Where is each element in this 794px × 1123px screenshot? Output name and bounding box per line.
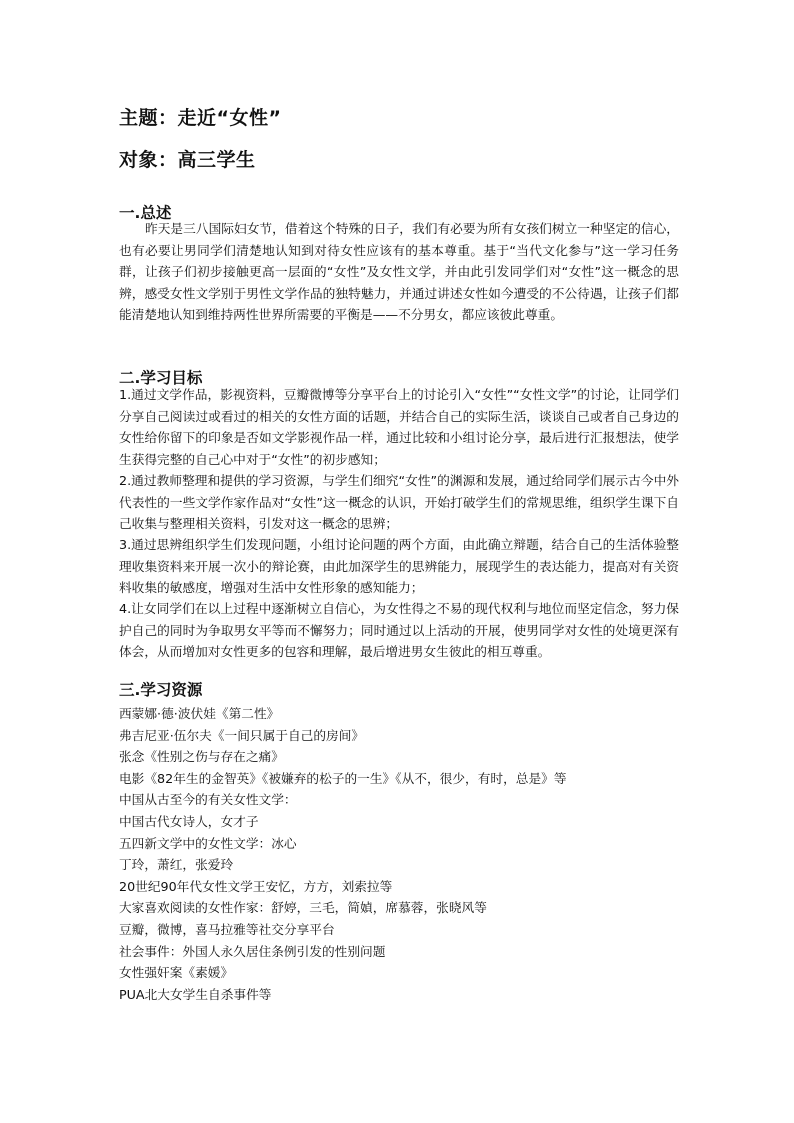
goal-item-4: 4.让女同学们在以上过程中逐渐树立自信心，为女性得之不易的现代权利与地位而坚定信念，努力保护自己的同时为争取男女平等而不懈努力；同时通过以上活动的开展，使男同学对女性的处境更深有体会，从而增加对女性更多的包容和理解，最后增进男女生彼此的相互尊重。 bbox=[119, 601, 679, 659]
resource-item: 丁玲，萧红，张爱玲 bbox=[119, 857, 234, 873]
goal-item-2: 2.通过教师整理和提供的学习资源，与学生们细究“女性”的渊源和发展，通过给同学们展示古今中外代表性的一些文学作家作品对“女性”这一概念的认识，开始打破学生们的常规思维，组织学生课下自己收集与整理相关资料，引发对这一概念的思辨； bbox=[119, 473, 679, 531]
document-theme-title: 主题：走近“女性” bbox=[119, 107, 282, 129]
document-audience-title: 对象：高三学生 bbox=[119, 149, 256, 171]
resource-item: 张念《性别之伤与存在之痛》 bbox=[119, 749, 284, 765]
resource-item: 女性强奸案《素媛》 bbox=[119, 965, 234, 981]
goals-heading: 二.学习目标 bbox=[119, 369, 203, 387]
resource-item: 中国古代女诗人，女才子 bbox=[119, 813, 259, 829]
resource-item: PUA北大女学生自杀事件等 bbox=[119, 986, 272, 1002]
goal-item-3: 3.通过思辨组织学生们发现问题，小组讨论问题的两个方面，由此确立辩题，结合自己的生活体验整理收集资料来开展一次小的辩论赛，由此加深学生的思辨能力，展现学生的表达能力，提高对有关资料收集的敏感度，增强对生活中女性形象的感知能力； bbox=[119, 537, 679, 595]
resources-list bbox=[119, 703, 679, 1005]
resource-item: 电影《82年生的金智英》《被嫌弃的松子的一生》《从不，很少，有时，总是》等 bbox=[119, 770, 567, 786]
resource-item: 大家喜欢阅读的女性作家：舒婷，三毛，简媜，席慕蓉，张晓风等 bbox=[119, 900, 487, 916]
overview-paragraph: 昨天是三八国际妇女节，借着这个特殊的日子，我们有必要为所有女孩们树立一种坚定的信心，也有必要让男同学们清楚地认知到对待女性应该有的基本尊重。基于“当代文化参与”这一学习任务群，让孩子们初步接触更高一层面的“女性”及女性文学，并由此引发同学们对“女性”这一概念的思辨，感受女性文学别于男性文学作品的独特魅力，并通过讲述女性如今遭受的不公待遇，让孩子们都能清楚地认知到维持两性世界所需要的平衡是——不分男女，都应该彼此尊重。 bbox=[119, 221, 679, 322]
resource-item: 弗吉尼亚·伍尔夫《一间只属于自己的房间》 bbox=[119, 727, 365, 743]
resource-item: 西蒙娜·德·波伏娃《第二性》 bbox=[119, 706, 280, 721]
resource-item: 社会事件：外国人永久居住条例引发的性别问题 bbox=[119, 943, 386, 959]
goal-item-1: 1.通过文学作品，影视资料，豆瓣微博等分享平台上的讨论引入“女性”“女性文学”的讨论，让同学们分享自己阅读过或看过的相关的女性方面的话题，并结合自己的实际生活，谈谈自己或者自己身边的女性给你留下的印象是否如文学影视作品一样，通过比较和小组讨论分享，最后进行汇报想法，使学生获得完整的自己心中对于“女性”的初步感知； bbox=[119, 387, 679, 467]
resource-item: 中国从古至今的有关女性文学： bbox=[119, 792, 297, 808]
resource-item: 20世纪90年代女性文学王安忆，方方，刘索拉等 bbox=[119, 878, 393, 894]
resource-item: 豆瓣，微博，喜马拉雅等社交分享平台 bbox=[119, 921, 335, 937]
resource-item: 五四新文学中的女性文学：冰心 bbox=[119, 835, 297, 851]
resources-heading: 三.学习资源 bbox=[119, 681, 203, 699]
overview-heading: 一.总述 bbox=[119, 204, 172, 222]
